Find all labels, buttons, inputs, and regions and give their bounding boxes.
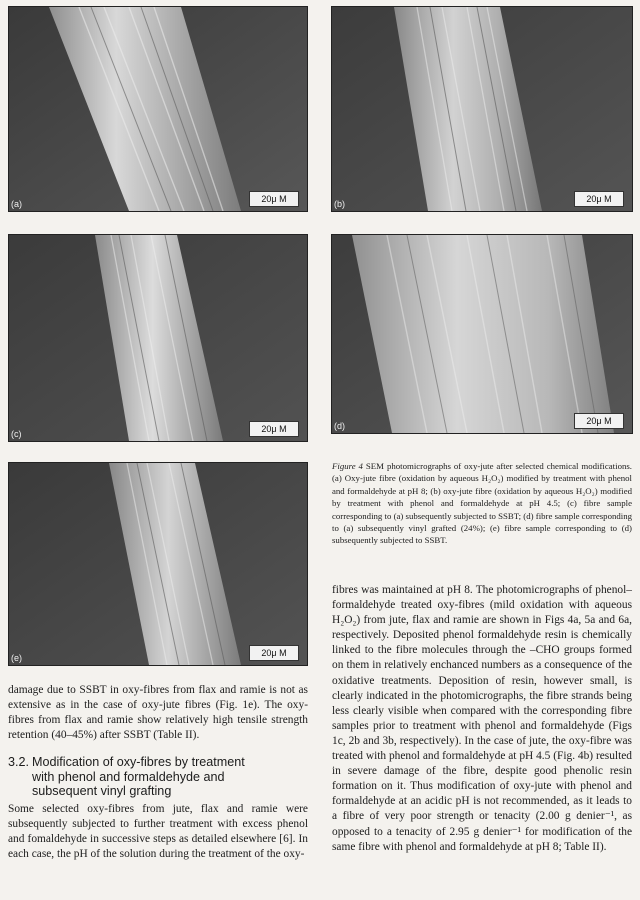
section-heading-line-1: Modification of oxy-fibres by treatment bbox=[32, 755, 245, 769]
panel-label-b: (b) bbox=[334, 199, 345, 209]
scale-bar-c: 20μ M bbox=[249, 421, 299, 437]
body-paragraph-left-1: damage due to SSBT in oxy-fibres from flax and ramie is not as extensive as in the case of oxy-jute fibres (Fig. 1e). The oxy-fibres from flax and ramie show relatively high tensile strength retention (40–45%) after SSBT (Table II). bbox=[8, 684, 308, 742]
figure-caption bbox=[332, 460, 632, 547]
sem-image-e bbox=[9, 463, 307, 665]
sem-photomicrograph-d bbox=[331, 234, 633, 434]
sem-photomicrograph-b bbox=[331, 6, 633, 212]
sem-image-d bbox=[332, 235, 632, 433]
section-heading-line-2: with phenol and formaldehyde and bbox=[32, 769, 225, 784]
panel-label-d: (d) bbox=[334, 421, 345, 431]
scale-bar-a: 20μ M bbox=[249, 191, 299, 207]
figure-caption-text: SEM photomicrographs of oxy-jute after selected chemical modifications. (a) Oxy-jute fibre (oxidation by aqueous H₂O₂) modified by treatment with phenol and formaldehyde at pH 8; (b) oxy-jute fibre (oxidation by aqueous H₂O₂) modified by treatment with phenol and formaldehyde at pH 4.5; (c) fibre sample corresponding to (a) subsequently subjected to SSBT; (d) fibre sample corresponding to (a) subsequently vinyl grafted (24%); (e) fibre sample corresponding to (d) subsequently subjected to SSBT. bbox=[332, 461, 633, 546]
panel-label-e: (e) bbox=[11, 653, 22, 663]
sem-photomicrograph-c bbox=[8, 234, 308, 442]
scale-bar-b: 20μ M bbox=[574, 191, 624, 207]
scale-bar-e: 20μ M bbox=[249, 645, 299, 661]
section-heading-line-3: subsequent vinyl grafting bbox=[32, 784, 172, 799]
sem-image-a bbox=[9, 7, 307, 211]
section-heading-3-2 bbox=[8, 755, 308, 799]
scale-bar-d: 20μ M bbox=[574, 413, 624, 429]
sem-photomicrograph-e bbox=[8, 462, 308, 666]
section-number: 3.2. bbox=[8, 755, 30, 769]
panel-label-a: (a) bbox=[11, 199, 22, 209]
sem-photomicrograph-a bbox=[8, 6, 308, 212]
sem-image-b bbox=[332, 7, 632, 211]
sem-image-c bbox=[9, 235, 307, 441]
body-paragraph-left-2: Some selected oxy-fibres from jute, flax and ramie were subsequently subjected to further treatment with excess phenol and fomaldehyde in successive steps as detailed elsewhere [6]. In each case, the pH of the solution during the treatment of the oxy- bbox=[8, 803, 308, 861]
panel-label-c: (c) bbox=[11, 429, 22, 439]
body-paragraph-right: fibres was maintained at pH 8. The photomicrographs of phenol–formaldehyde treated oxy-fibres (mild oxidation with aqueous H₂O₂) from jute, flax and ramie are shown in Figs 4a, 5a and 6a, respectively. Deposited phenol formaldehyde resin is chemically linked to the fibre molecules through the –CHO groups formed on them in relatively enchanced numbers as a consequence of the oxidative treatments. Deposition of resin, however small, is clearly indicated in the photomicrographs, the fibre strands being less clearly visible when compared with the corresponding fibre samples prior to treatment with phenol and formaldehyde (Figs 1c, 2b and 3b, respectively). In the case of jute, the oxy-fibre was treated with phenol and formaldehyde at pH 4.5 (Fig. 4b) resulted in severe damage of the fibre, despite good phenolic resin formation on it. Thus modification of oxy-jute with phenol and formaldehyde at an acidic pH is not recommended, as it leads to a fibre of very poor strength or tenacity (2.00 g denier⁻¹, as opposed to a tenacity of 2.95 g denier⁻¹ for modification of the same fibre with phenol and formaldehyde at pH 8; Table II). bbox=[332, 584, 632, 853]
figure-number: Figure 4 bbox=[332, 461, 363, 471]
